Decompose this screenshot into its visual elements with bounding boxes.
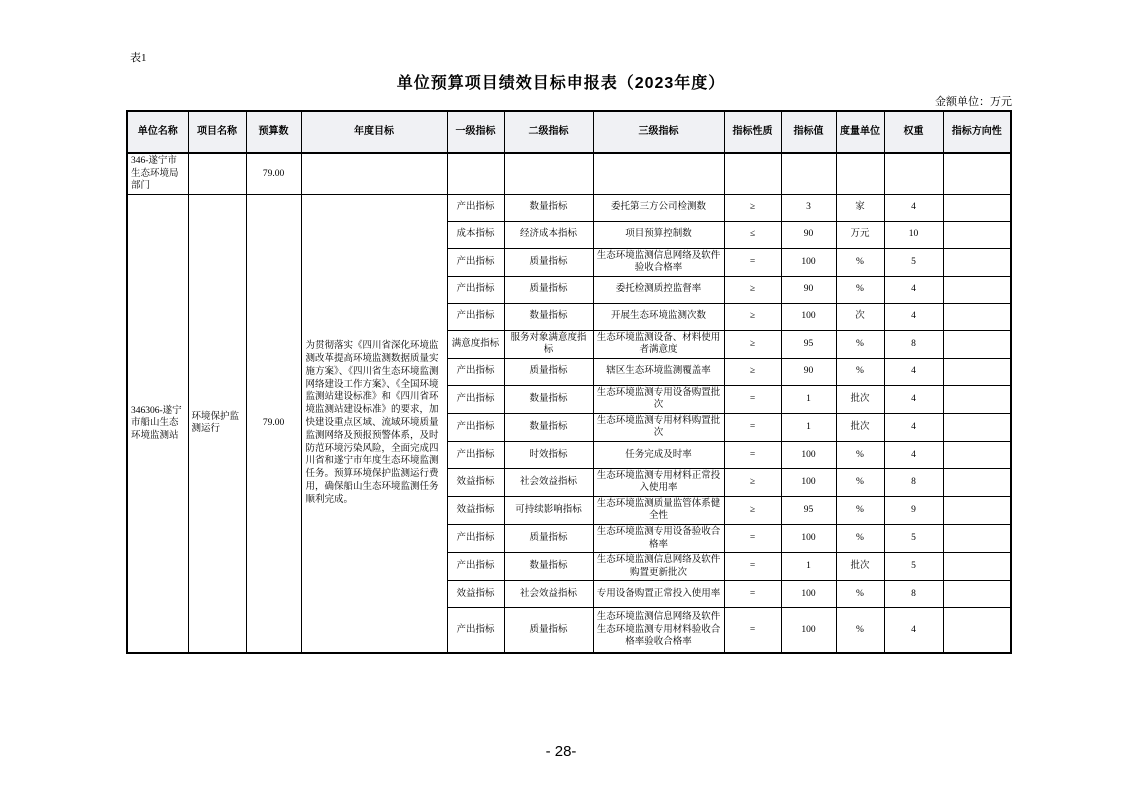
level-1-indicator-cell: 成本指标 xyxy=(447,221,504,248)
unit-indicator-cell: 批次 xyxy=(836,553,884,581)
level-2-indicator-cell: 社会效益指标 xyxy=(504,581,593,608)
weight-indicator-cell: 4 xyxy=(884,358,943,385)
unit-name-cell: 346306-遂宁市船山生态环境监测站 xyxy=(127,194,188,653)
unit-indicator-cell: % xyxy=(836,276,884,303)
summary-weight-cell xyxy=(884,153,943,194)
header-measure-unit: 度量单位 xyxy=(836,111,884,153)
level-3-indicator-cell: 生态环境监测专用材料正常投入使用率 xyxy=(593,468,724,496)
level-3-indicator-cell: 生态环境监测信息网络及软件验收合格率 xyxy=(593,248,724,276)
header-weight: 权重 xyxy=(884,111,943,153)
unit-indicator-cell: 万元 xyxy=(836,221,884,248)
weight-indicator-cell: 4 xyxy=(884,276,943,303)
level-3-indicator-cell: 专用设备购置正常投入使用率 xyxy=(593,581,724,608)
direction-indicator-cell xyxy=(943,413,1011,441)
unit-indicator-cell: % xyxy=(836,581,884,608)
level-3-indicator-cell: 项目预算控制数 xyxy=(593,221,724,248)
level-3-indicator-cell: 任务完成及时率 xyxy=(593,441,724,468)
level-1-indicator-cell: 产出指标 xyxy=(447,553,504,581)
level-1-indicator-cell: 产出指标 xyxy=(447,413,504,441)
weight-indicator-cell: 4 xyxy=(884,441,943,468)
summary-value-cell xyxy=(781,153,836,194)
unit-indicator-cell: % xyxy=(836,358,884,385)
value-indicator-cell: 1 xyxy=(781,553,836,581)
nature-indicator-cell: ≥ xyxy=(724,276,781,303)
nature-indicator-cell: ≥ xyxy=(724,468,781,496)
weight-indicator-cell: 8 xyxy=(884,330,943,358)
header-row xyxy=(127,111,1011,153)
unit-indicator-cell: % xyxy=(836,248,884,276)
nature-indicator-cell: ≤ xyxy=(724,221,781,248)
table-label: 表1 xyxy=(130,52,147,64)
level-2-indicator-cell: 质量指标 xyxy=(504,248,593,276)
direction-indicator-cell xyxy=(943,248,1011,276)
budget-cell: 79.00 xyxy=(246,194,301,653)
weight-indicator-cell: 10 xyxy=(884,221,943,248)
value-indicator-cell: 95 xyxy=(781,496,836,524)
level-2-indicator-cell: 数量指标 xyxy=(504,385,593,413)
weight-indicator-cell: 4 xyxy=(884,303,943,330)
page-title: 单位预算项目绩效目标申报表（2023年度） xyxy=(396,75,726,92)
level-2-indicator-cell: 时效指标 xyxy=(504,441,593,468)
table-body xyxy=(127,153,1011,653)
header-indicator-value: 指标值 xyxy=(781,111,836,153)
header-indicator-nature: 指标性质 xyxy=(724,111,781,153)
level-1-indicator-cell: 产出指标 xyxy=(447,441,504,468)
level-3-indicator-cell: 委托检测质控监督率 xyxy=(593,276,724,303)
level-3-indicator-cell: 生态环境监测信息网络及软件生态环境监测专用材料验收合格率验收合格率 xyxy=(593,608,724,654)
level-3-indicator-cell: 生态环境监测专用设备购置批次 xyxy=(593,385,724,413)
nature-indicator-cell: ≥ xyxy=(724,194,781,221)
nature-indicator-cell: = xyxy=(724,441,781,468)
direction-indicator-cell xyxy=(943,441,1011,468)
weight-indicator-cell: 8 xyxy=(884,581,943,608)
header-level1-indicator: 一级指标 xyxy=(447,111,504,153)
header-level2-indicator: 二级指标 xyxy=(504,111,593,153)
level-2-indicator-cell: 质量指标 xyxy=(504,276,593,303)
level-2-indicator-cell: 数量指标 xyxy=(504,303,593,330)
summary-nature-cell xyxy=(724,153,781,194)
direction-indicator-cell xyxy=(943,276,1011,303)
level-2-indicator-cell: 数量指标 xyxy=(504,194,593,221)
level-1-indicator-cell: 满意度指标 xyxy=(447,330,504,358)
value-indicator-cell: 100 xyxy=(781,303,836,330)
summary-row xyxy=(127,153,1011,194)
header-level3-indicator: 三级指标 xyxy=(593,111,724,153)
unit-indicator-cell: 批次 xyxy=(836,385,884,413)
value-indicator-cell: 90 xyxy=(781,358,836,385)
level-3-indicator-cell: 生态环境监测信息网络及软件购置更新批次 xyxy=(593,553,724,581)
unit-indicator-cell: 批次 xyxy=(836,413,884,441)
indicator-row xyxy=(127,194,1011,221)
direction-indicator-cell xyxy=(943,468,1011,496)
amount-unit-note: 金额单位：万元 xyxy=(935,96,1012,108)
direction-indicator-cell xyxy=(943,385,1011,413)
unit-indicator-cell: % xyxy=(836,468,884,496)
level-1-indicator-cell: 产出指标 xyxy=(447,194,504,221)
unit-indicator-cell: % xyxy=(836,496,884,524)
page-number: - 28- xyxy=(545,743,577,760)
value-indicator-cell: 3 xyxy=(781,194,836,221)
nature-indicator-cell: = xyxy=(724,385,781,413)
level-2-indicator-cell: 质量指标 xyxy=(504,524,593,552)
weight-indicator-cell: 9 xyxy=(884,496,943,524)
level-3-indicator-cell: 生态环境监测专用设备验收合格率 xyxy=(593,524,724,552)
nature-indicator-cell: = xyxy=(724,524,781,552)
nature-indicator-cell: = xyxy=(724,608,781,654)
direction-indicator-cell xyxy=(943,553,1011,581)
header-project-name: 项目名称 xyxy=(188,111,246,153)
level-2-indicator-cell: 经济成本指标 xyxy=(504,221,593,248)
unit-indicator-cell: % xyxy=(836,524,884,552)
level-2-indicator-cell: 数量指标 xyxy=(504,413,593,441)
summary-unit-cell xyxy=(836,153,884,194)
value-indicator-cell: 100 xyxy=(781,581,836,608)
direction-indicator-cell xyxy=(943,358,1011,385)
weight-indicator-cell: 5 xyxy=(884,524,943,552)
performance-target-table xyxy=(126,110,1012,654)
nature-indicator-cell: = xyxy=(724,553,781,581)
direction-indicator-cell xyxy=(943,524,1011,552)
value-indicator-cell: 90 xyxy=(781,276,836,303)
weight-indicator-cell: 4 xyxy=(884,608,943,654)
summary-level2-cell xyxy=(504,153,593,194)
level-1-indicator-cell: 效益指标 xyxy=(447,496,504,524)
level-2-indicator-cell: 可持续影响指标 xyxy=(504,496,593,524)
weight-indicator-cell: 4 xyxy=(884,194,943,221)
unit-indicator-cell: % xyxy=(836,608,884,654)
summary-direction-cell xyxy=(943,153,1011,194)
level-2-indicator-cell: 质量指标 xyxy=(504,608,593,654)
value-indicator-cell: 1 xyxy=(781,385,836,413)
value-indicator-cell: 100 xyxy=(781,524,836,552)
direction-indicator-cell xyxy=(943,330,1011,358)
direction-indicator-cell xyxy=(943,608,1011,654)
level-1-indicator-cell: 产出指标 xyxy=(447,276,504,303)
level-3-indicator-cell: 辖区生态环境监测覆盖率 xyxy=(593,358,724,385)
level-1-indicator-cell: 产出指标 xyxy=(447,303,504,330)
project-name-cell: 环境保护监测运行 xyxy=(188,194,246,653)
value-indicator-cell: 100 xyxy=(781,248,836,276)
nature-indicator-cell: ≥ xyxy=(724,330,781,358)
weight-indicator-cell: 4 xyxy=(884,413,943,441)
weight-indicator-cell: 8 xyxy=(884,468,943,496)
level-3-indicator-cell: 生态环境监测专用材料购置批次 xyxy=(593,413,724,441)
nature-indicator-cell: ≥ xyxy=(724,358,781,385)
header-unit-name: 单位名称 xyxy=(127,111,188,153)
level-1-indicator-cell: 产出指标 xyxy=(447,608,504,654)
value-indicator-cell: 95 xyxy=(781,330,836,358)
nature-indicator-cell: ≥ xyxy=(724,303,781,330)
annual-goal-cell: 为贯彻落实《四川省深化环境监测改革提高环境监测数据质量实施方案》、《四川省生态环境监测网络建设工作方案》、《全国环境监测站建设标准》和《四川省环境监测站建设标准》的要求，加快建设重点区域、流域环境质量监测网络及预报预警体系，及时防范环境污染风险，全面完成四川省和遂宁市年度生态环境监测任务。预算环境保护监测运行费用，确保船山生态环境监测任务顺利完成。 xyxy=(301,194,447,653)
nature-indicator-cell: = xyxy=(724,413,781,441)
weight-indicator-cell: 4 xyxy=(884,385,943,413)
header-indicator-direction: 指标方向性 xyxy=(943,111,1011,153)
value-indicator-cell: 100 xyxy=(781,468,836,496)
summary-level3-cell xyxy=(593,153,724,194)
level-3-indicator-cell: 开展生态环境监测次数 xyxy=(593,303,724,330)
value-indicator-cell: 90 xyxy=(781,221,836,248)
level-3-indicator-cell: 委托第三方公司检测数 xyxy=(593,194,724,221)
header-budget: 预算数 xyxy=(246,111,301,153)
level-2-indicator-cell: 社会效益指标 xyxy=(504,468,593,496)
level-1-indicator-cell: 效益指标 xyxy=(447,468,504,496)
direction-indicator-cell xyxy=(943,581,1011,608)
direction-indicator-cell xyxy=(943,496,1011,524)
weight-indicator-cell: 5 xyxy=(884,248,943,276)
direction-indicator-cell xyxy=(943,221,1011,248)
summary-budget-cell: 79.00 xyxy=(246,153,301,194)
direction-indicator-cell xyxy=(943,194,1011,221)
summary-project-name-cell xyxy=(188,153,246,194)
unit-indicator-cell: 次 xyxy=(836,303,884,330)
direction-indicator-cell xyxy=(943,303,1011,330)
summary-level1-cell xyxy=(447,153,504,194)
level-2-indicator-cell: 服务对象满意度指标 xyxy=(504,330,593,358)
summary-annual-goal-cell xyxy=(301,153,447,194)
level-1-indicator-cell: 产出指标 xyxy=(447,358,504,385)
level-2-indicator-cell: 质量指标 xyxy=(504,358,593,385)
value-indicator-cell: 1 xyxy=(781,413,836,441)
level-3-indicator-cell: 生态环境监测设备、材料使用者满意度 xyxy=(593,330,724,358)
nature-indicator-cell: = xyxy=(724,248,781,276)
nature-indicator-cell: = xyxy=(724,581,781,608)
weight-indicator-cell: 5 xyxy=(884,553,943,581)
level-1-indicator-cell: 产出指标 xyxy=(447,248,504,276)
value-indicator-cell: 100 xyxy=(781,608,836,654)
unit-indicator-cell: % xyxy=(836,441,884,468)
level-1-indicator-cell: 产出指标 xyxy=(447,524,504,552)
level-2-indicator-cell: 数量指标 xyxy=(504,553,593,581)
header-annual-goal: 年度目标 xyxy=(301,111,447,153)
unit-indicator-cell: % xyxy=(836,330,884,358)
summary-unit-name-cell: 346-遂宁市生态环境局部门 xyxy=(127,153,188,194)
level-3-indicator-cell: 生态环境监测质量监管体系健全性 xyxy=(593,496,724,524)
unit-indicator-cell: 家 xyxy=(836,194,884,221)
value-indicator-cell: 100 xyxy=(781,441,836,468)
level-1-indicator-cell: 效益指标 xyxy=(447,581,504,608)
nature-indicator-cell: ≥ xyxy=(724,496,781,524)
level-1-indicator-cell: 产出指标 xyxy=(447,385,504,413)
